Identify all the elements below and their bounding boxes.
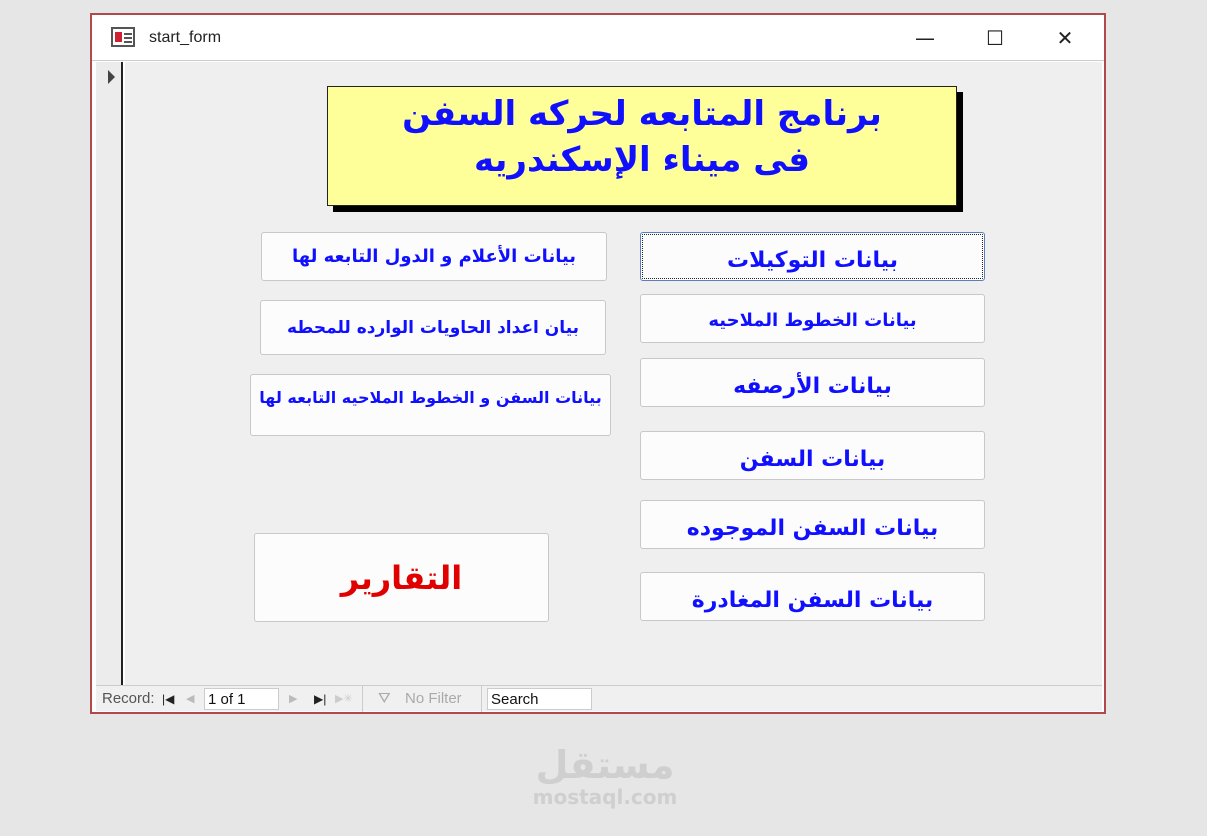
record-selector[interactable] <box>96 62 123 685</box>
filter-icon: ⛛ <box>378 690 391 707</box>
window-title: start_form <box>149 29 222 46</box>
first-record-button[interactable]: |◀ <box>162 692 175 706</box>
title-bar <box>92 15 1104 61</box>
banner-line-2: فى ميناء الإسكندريه <box>474 140 810 180</box>
record-label: Record: <box>102 690 155 707</box>
title-banner <box>327 86 957 206</box>
form-body <box>125 62 1102 685</box>
current-record-icon <box>108 70 115 84</box>
current-record-input[interactable]: 1 of 1 <box>204 688 279 710</box>
form-window <box>90 13 1106 714</box>
watermark <box>525 745 685 809</box>
last-record-button[interactable]: ▶| <box>314 692 327 706</box>
shipping-lines-button[interactable]: بيانات الخطوط الملاحيه <box>640 294 985 343</box>
containers-count-button[interactable]: بيان اعداد الحاويات الوارده للمحطه <box>260 300 606 355</box>
present-ships-button[interactable]: بيانات السفن الموجوده <box>640 500 985 549</box>
minimize-button[interactable]: — <box>915 26 935 50</box>
watermark-latin: mostaql.com <box>532 785 678 809</box>
no-filter-button[interactable]: No Filter <box>405 690 462 707</box>
berths-button[interactable]: بيانات الأرصفه <box>640 358 985 407</box>
flags-countries-button[interactable]: بيانات الأعلام و الدول التابعه لها <box>261 232 607 281</box>
close-button[interactable]: ✕ <box>1056 26 1074 50</box>
new-record-button[interactable]: ▶✳ <box>335 693 353 705</box>
banner-line-1: برنامج المتابعه لحركه السفن <box>402 94 882 134</box>
ships-button[interactable]: بيانات السفن <box>640 431 985 480</box>
previous-record-button[interactable]: ◀ <box>186 693 195 705</box>
departed-ships-button[interactable]: بيانات السفن المغادرة <box>640 572 985 621</box>
maximize-button[interactable]: ☐ <box>986 26 1004 50</box>
agencies-button[interactable]: بيانات التوكيلات <box>640 232 985 281</box>
form-icon <box>111 27 135 47</box>
reports-button[interactable]: التقارير <box>254 533 549 622</box>
next-record-button[interactable]: ▶ <box>289 693 298 705</box>
ships-lines-button[interactable]: بيانات السفن و الخطوط الملاحيه التابعه لها <box>250 374 611 436</box>
record-navigation-bar <box>96 685 1102 711</box>
search-input[interactable]: Search <box>487 688 592 710</box>
watermark-arabic: مستقل <box>535 743 675 787</box>
